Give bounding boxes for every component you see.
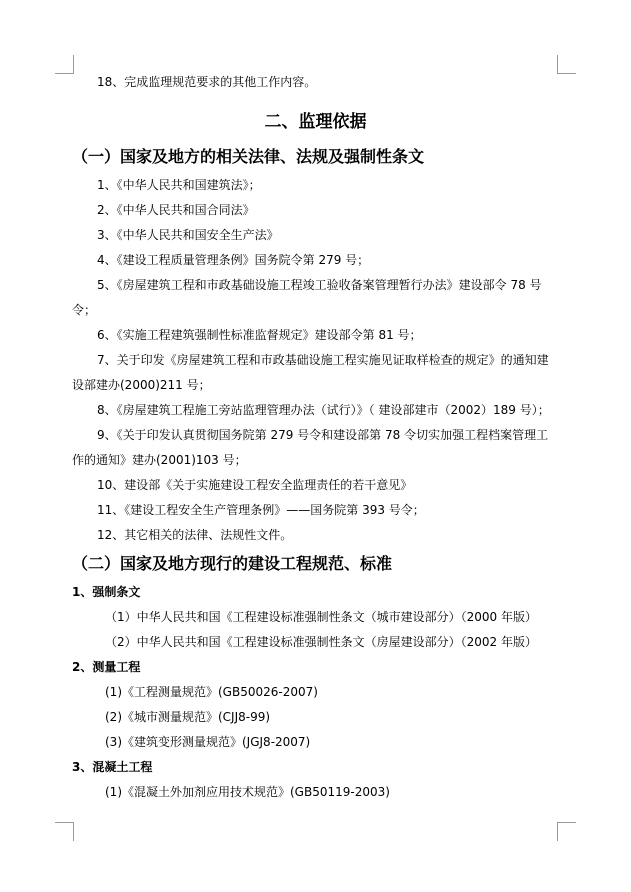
law-item: 4、《建设工程质量管理条例》国务院令第 279 号； <box>97 253 370 267</box>
law-item: 2、《中华人民共和国合同法》 <box>97 203 255 217</box>
document-body <box>72 70 559 805</box>
crop-mark-bottom-right <box>557 822 576 841</box>
law-item: 11、《建设工程安全生产管理条例》——国务院第 393 号令； <box>97 503 425 517</box>
standard-item: （2）中华人民共和国《工程建设标准强制性条文（房屋建设部分）（2002 年版） <box>105 635 537 649</box>
law-item: 5、《房屋建筑工程和市政基础设施工程竣工验收备案管理暂行办法》建设部令 78 号令； <box>72 278 542 317</box>
category-title-concrete: 3、混凝土工程 <box>72 760 153 774</box>
law-item: 6、《实施工程建筑强制性标准监督规定》建设部令第 81 号； <box>97 328 422 342</box>
subsection-title-laws: （一）国家及地方的相关法律、法规及强制性条文 <box>72 147 425 166</box>
section-title: 二、监理依据 <box>264 112 367 132</box>
crop-mark-top-right <box>557 55 576 74</box>
standard-item: (1)《混凝土外加剂应用技术规范》(GB50119-2003) <box>105 785 390 799</box>
law-item: 10、建设部《关于实施建设工程安全监理责任的若干意见》 <box>97 478 413 492</box>
standard-item: (2)《城市测量规范》(CJJ8-99) <box>105 710 271 724</box>
standard-item: (1)《工程测量规范》(GB50026-2007) <box>105 685 318 699</box>
category-title-mandatory: 1、强制条文 <box>72 585 141 599</box>
law-item: 12、其它相关的法律、法规性文件。 <box>97 528 293 542</box>
paragraph-item-18: 18、完成监理规范要求的其他工作内容。 <box>97 75 317 89</box>
category-title-survey: 2、测量工程 <box>72 660 141 674</box>
crop-mark-bottom-left <box>55 822 74 841</box>
law-item: 3、《中华人民共和国安全生产法》 <box>97 228 279 242</box>
subsection-title-standards: （二）国家及地方现行的建设工程规范、标准 <box>72 554 393 573</box>
standard-item: （1）中华人民共和国《工程建设标准强制性条文（城市建设部分）（2000 年版） <box>105 610 537 624</box>
law-item: 8、《房屋建筑工程施工旁站监理管理办法（试行）》（ 建设部建市（2002）189 号）； <box>97 403 550 417</box>
law-item: 1、《中华人民共和国建筑法》； <box>97 178 261 192</box>
law-item: 7、关于印发《房屋建筑工程和市政基础设施工程实施见证取样检查的规定》的通知建设部建办(2000)211 号； <box>72 353 549 392</box>
law-item: 9、《关于印发认真贯彻国务院第 279 号令和建设部第 78 令切实加强工程档案管理工作的通知》建办(2001)103 号； <box>72 428 549 467</box>
standard-item: (3)《建筑变形测量规范》(JGJ8-2007) <box>105 735 311 749</box>
